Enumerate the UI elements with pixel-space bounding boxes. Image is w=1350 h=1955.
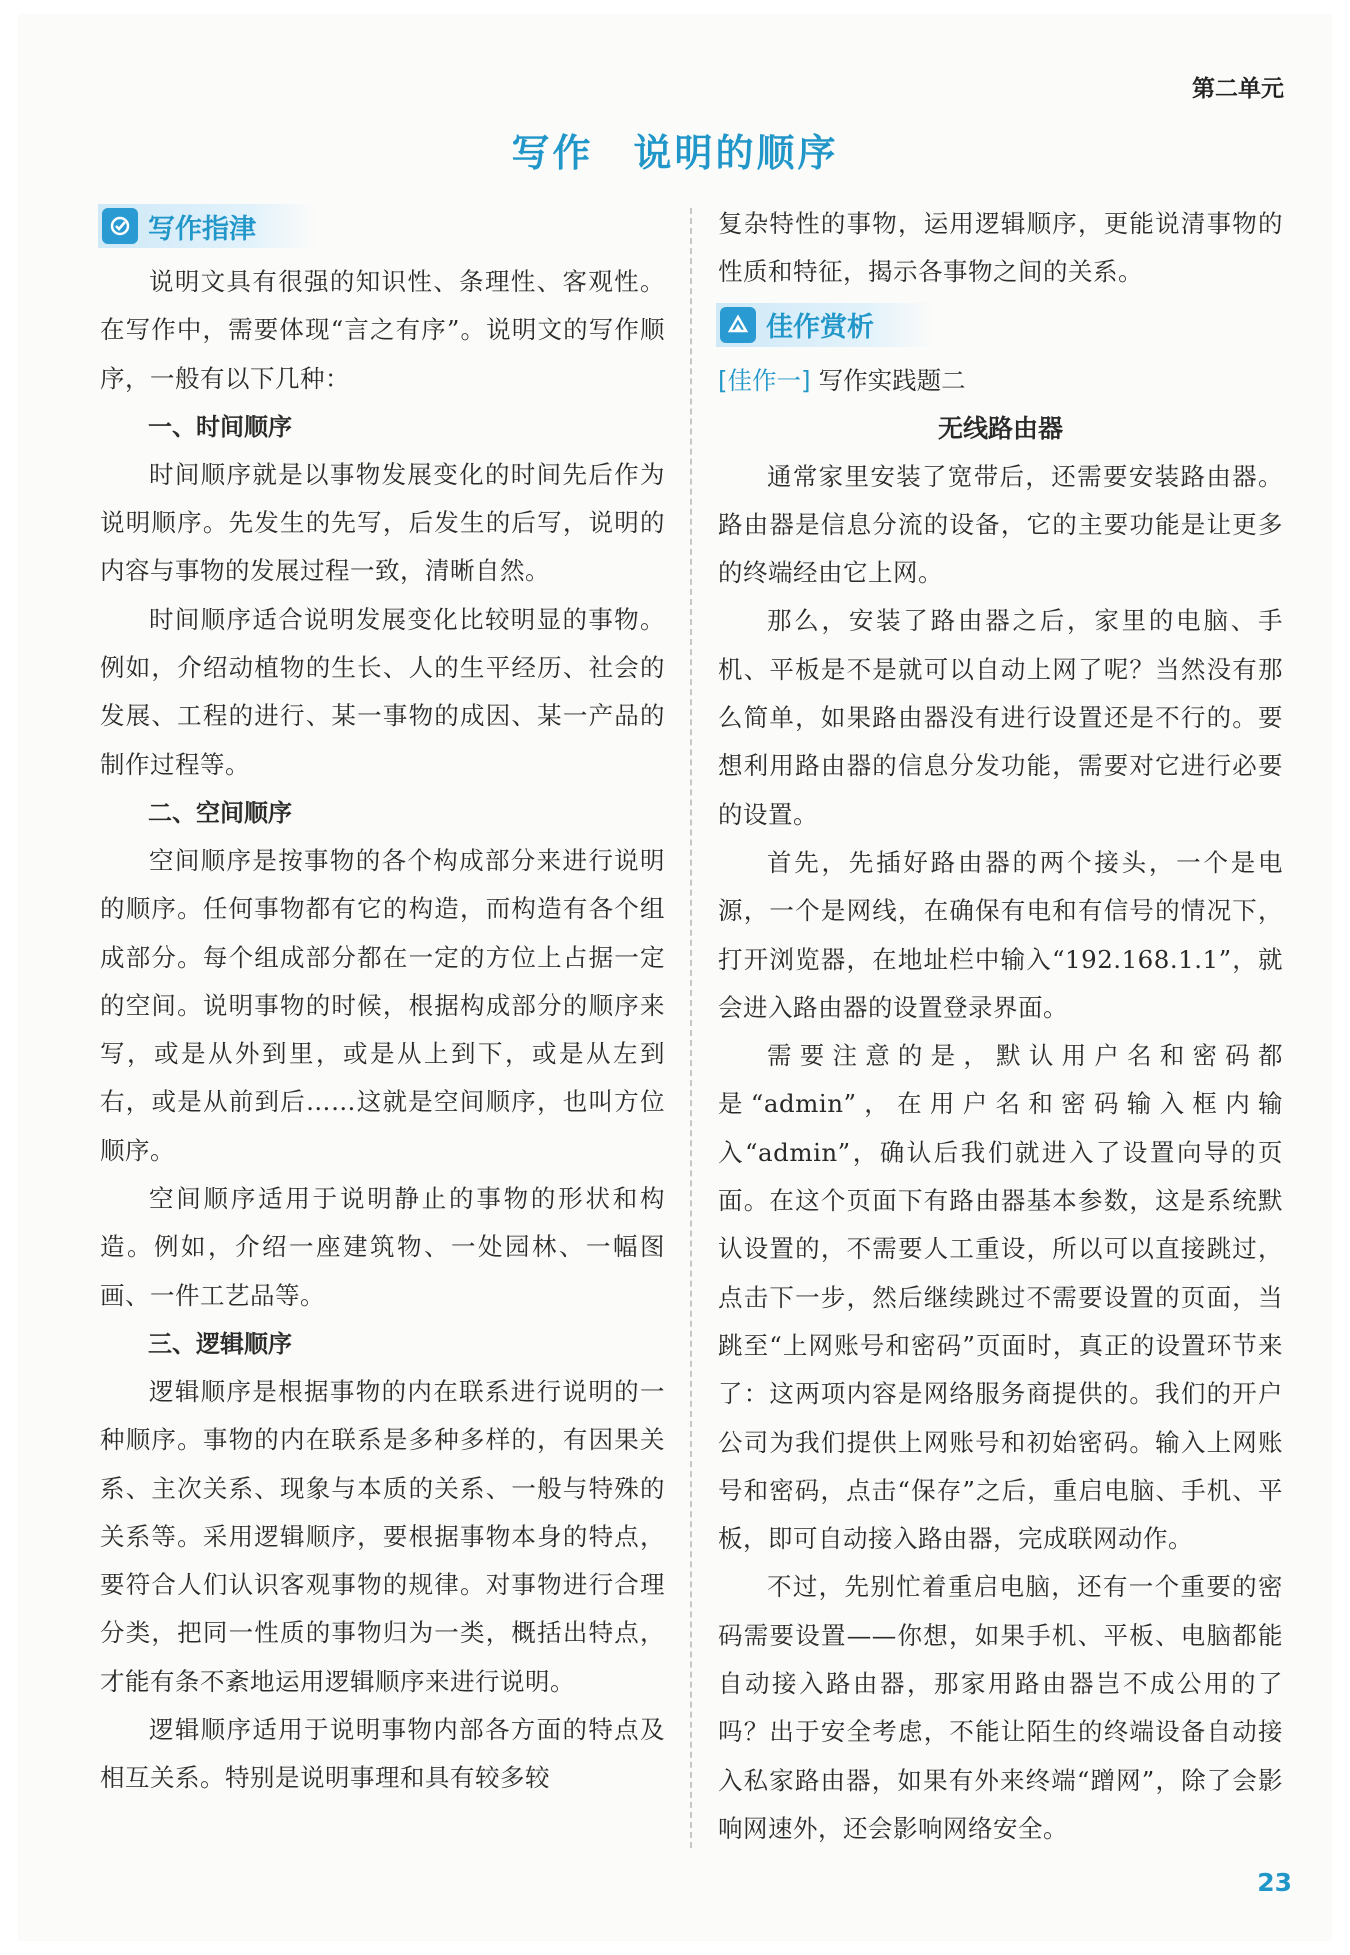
paragraph: 逻辑顺序适用于说明事物内部各方面的特点及相互关系。特别是说明事理和具有较多较 xyxy=(100,1715,665,1793)
example-source: 写作实践题二 xyxy=(818,365,966,395)
section-label: 佳作赏析 xyxy=(766,312,874,344)
page-title-part1: 写作 xyxy=(511,131,594,175)
right-column xyxy=(718,200,1283,1853)
page-title-part2: 说明的顺序 xyxy=(633,131,839,175)
section-header-model-essays xyxy=(716,303,934,347)
subheading-logic-order: 三、逻辑顺序 xyxy=(148,1329,292,1358)
paragraph: 空间顺序适用于说明静止的事物的形状和构造。例如，介绍一座建筑物、一处园林、一幅图画、一件工艺品等。 xyxy=(100,1184,665,1310)
page-title xyxy=(0,122,1350,177)
essay-title: 无线路由器 xyxy=(937,413,1063,443)
essay-paragraph: 需要注意的是，默认用户名和密码都是“admin”，在用户名和密码输入框内输入“admin”，确认后我们就进入了设置向导的页面。在这个页面下有路由器基本参数，这是系统默认设置的，不需要人工重设，所以可以直接跳过，点击下一步，然后继续跳过不需要设置的页面，当跳至“上网账号和密码”页面时，真正的设置环节来了：这两项内容是网络服务商提供的。我们的开户公司为我们提供上网账号和初始密码。输入上网账号和密码，点击“保存”之后，重启电脑、手机、平板，即可自动接入路由器，完成联网动作。 xyxy=(718,1041,1283,1554)
essay-paragraph: 通常家里安装了宽带后，还需要安装路由器。路由器是信息分流的设备，它的主要功能是让更多的终端经由它上网。 xyxy=(718,461,1283,588)
paragraph: 逻辑顺序是根据事物的内在联系进行说明的一种顺序。事物的内在联系是多种多样的，有因果关系、主次关系、现象与本质的关系、一般与特殊的关系等。采用逻辑顺序，要根据事物本身的特点，要符合人们认识客观事物的规律。对事物进行合理分类，把同一性质的事物归为一类，概括出特点，才能有条不紊地运用逻辑顺序来进行说明。 xyxy=(100,1376,665,1696)
example-tag: [佳作一] xyxy=(718,365,811,395)
column-divider xyxy=(690,208,692,1848)
intro-paragraph: 说明文具有很强的知识性、条理性、客观性。在写作中，需要体现“言之有序”。说明文的写作顺序，一般有以下几种： xyxy=(100,267,665,393)
continued-paragraph: 复杂特性的事物，运用逻辑顺序，更能说清事物的性质和特征，揭示各事物之间的关系。 xyxy=(718,209,1283,287)
essay-paragraph: 首先，先插好路由器的两个接头，一个是电源，一个是网线，在确保有电和有信号的情况下，打开浏览器，在地址栏中输入“192.168.1.1”，就会进入路由器的设置登录界面。 xyxy=(718,847,1283,1022)
pen-icon xyxy=(102,208,138,244)
page-number: 23 xyxy=(1257,1868,1292,1897)
essay-paragraph: 那么，安装了路由器之后，家里的电脑、手机、平板是不是就可以自动上网了呢？当然没有那么简单，如果路由器没有进行设置还是不行的。要想利用路由器的信息分发功能，需要对它进行必要的设置。 xyxy=(718,606,1283,829)
subheading-space-order: 二、空间顺序 xyxy=(148,798,292,827)
section-header-writing-guide xyxy=(98,204,316,248)
paragraph: 时间顺序就是以事物发展变化的时间先后作为说明顺序。先发生的先写，后发生的后写，说明的内容与事物的发展过程一致，清晰自然。 xyxy=(100,459,665,586)
unit-label: 第二单元 xyxy=(1192,76,1284,102)
example-heading xyxy=(718,357,1283,405)
essay-paragraph: 不过，先别忙着重启电脑，还有一个重要的密码需要设置——你想，如果手机、平板、电脑都能自动接入路由器，那家用路由器岂不成公用的了吗？出于安全考虑，不能让陌生的终端设备自动接入私家路由器，如果有外来终端“蹭网”，除了会影响网速外，还会影响网络安全。 xyxy=(718,1572,1283,1843)
book-icon xyxy=(720,307,756,343)
subheading-time-order: 一、时间顺序 xyxy=(148,412,292,441)
left-column xyxy=(100,200,665,1803)
section-label: 写作指津 xyxy=(148,213,256,245)
paragraph: 时间顺序适合说明发展变化比较明显的事物。例如，介绍动植物的生长、人的生平经历、社会的发展、工程的进行、某一事物的成因、某一产品的制作过程等。 xyxy=(100,604,665,779)
paragraph: 空间顺序是按事物的各个构成部分来进行说明的顺序。任何事物都有它的构造，而构造有各个组成部分。每个组成部分都在一定的方位上占据一定的空间。说明事物的时候，根据构成部分的顺序来写，或是从外到里，或是从上到下，或是从左到右，或是从前到后……这就是空间顺序，也叫方位顺序。 xyxy=(100,845,665,1165)
